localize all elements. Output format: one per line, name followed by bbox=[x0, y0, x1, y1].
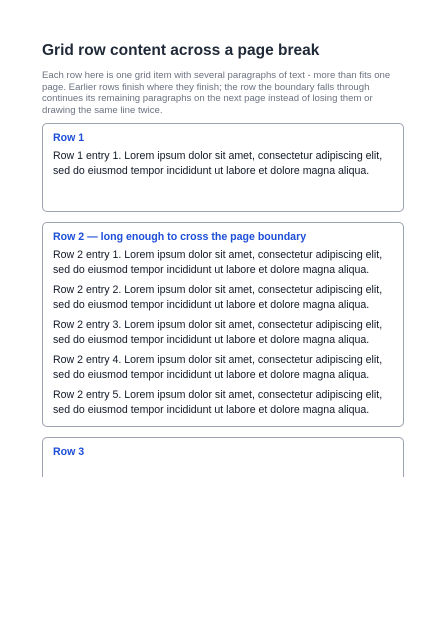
row-entry: Row 1 entry 1. Lorem ipsum dolor sit amet, consectetur adipiscing elit, sed do eiusmod tempor incididunt ut labore et dolore magna aliqua. bbox=[53, 150, 383, 178]
grid-row-2 bbox=[42, 222, 404, 427]
intro-paragraph: Each row here is one grid item with several paragraphs of text - more than fits one page. Earlier rows finish where they finish; the row the boundary falls through continues its remaining paragraphs on the next page instead of losing them or drawing the same line twice. bbox=[42, 70, 391, 116]
grid-rows bbox=[42, 123, 404, 477]
row-entry: Row 2 entry 2. Lorem ipsum dolor sit amet, consectetur adipiscing elit, sed do eiusmod tempor incididunt ut labore et dolore magna aliqua. bbox=[53, 284, 383, 312]
page-content bbox=[42, 42, 404, 592]
page-title: Grid row content across a page break bbox=[42, 42, 320, 59]
row-entry: Row 2 entry 3. Lorem ipsum dolor sit amet, consectetur adipiscing elit, sed do eiusmod tempor incididunt ut labore et dolore magna aliqua. bbox=[53, 319, 383, 347]
row-entry: Row 2 entry 1. Lorem ipsum dolor sit amet, consectetur adipiscing elit, sed do eiusmod tempor incididunt ut labore et dolore magna aliqua. bbox=[53, 249, 383, 277]
row-entry: Row 2 entry 5. Lorem ipsum dolor sit amet, consectetur adipiscing elit, sed do eiusmod tempor incididunt ut labore et dolore magna aliqua. bbox=[53, 389, 383, 417]
row-entry: Row 2 entry 4. Lorem ipsum dolor sit amet, consectetur adipiscing elit, sed do eiusmod tempor incididunt ut labore et dolore magna aliqua. bbox=[53, 354, 383, 382]
row-title: Row 3 bbox=[53, 446, 85, 459]
row-title: Row 1 bbox=[53, 132, 85, 145]
grid-row-1 bbox=[42, 123, 404, 212]
row-title: Row 2 — long enough to cross the page boundary bbox=[53, 231, 307, 244]
grid-row-3 bbox=[42, 437, 404, 477]
